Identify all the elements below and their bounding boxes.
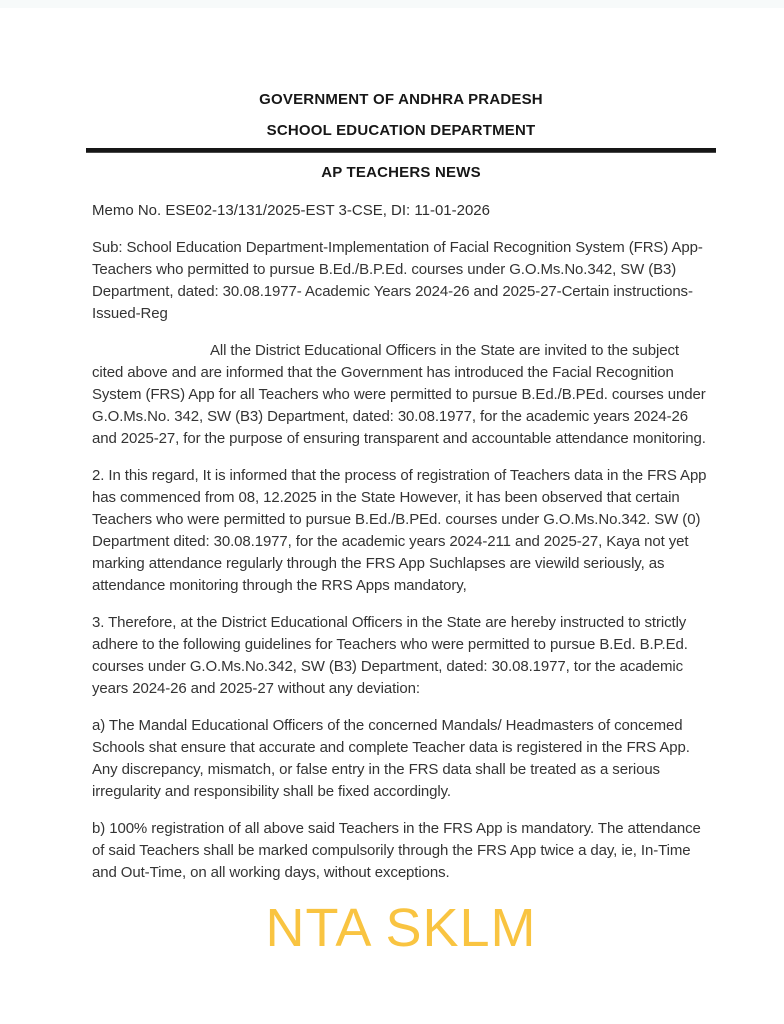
header-divider-rule [86,148,716,153]
memo-number-line: Memo No. ESE02-13/131/2025-EST 3-CSE, DI: 11-01-2026 [92,202,490,219]
paragraph-3: 3. Therefore, at the District Educational Officers in the State are hereby instructed to strictly adhere to the following guidelines for Teachers who were permitted to pursue B.Ed. B.P.Ed. courses under G.O.Ms.No.342, SW (B3) Department, dated: 30.08.1977, tor the academic years 2024-26 and 2025-27 without any deviation: [92,614,688,697]
paragraph-intro: All the District Educational Officers in the State are invited to the subject cited above and are informed that the Government has introduced the Facial Recognition System (FRS) App for all Teachers who were permitted to pursue B.Ed./B.PEd. courses under G.O.Ms.No. 342, SW (B3) Department, dated: 30.08.1977, for the academic years 2024-26 and 2025-27, for the purpose of ensuring transparent and accountable attendance monitoring. [92,342,706,447]
header-department-title: SCHOOL EDUCATION DEPARTMENT [266,122,536,139]
paragraph-b: b) 100% registration of all above said Teachers in the FRS App is mandatory. The attendance of said Teachers shall be marked compulsorily through the FRS App twice a day, ie, In-Time and Out-Time, on all working days, without exceptions. [92,820,701,881]
document-content [92,0,710,958]
header-news-title: AP TEACHERS NEWS [321,164,481,181]
watermark-text: NTA SKLM [265,898,537,958]
paragraph-a: a) The Mandal Educational Officers of the concerned Mandals/ Headmasters of concemed Schools shat ensure that accurate and complete Teacher data is registered in the FRS App. Any discrepancy, mismatch, or false entry in the FRS data shall be treated as a serious irregularity and responsibility shall be fixed accordingly. [92,717,690,800]
header-government-title: GOVERNMENT OF ANDHRA PRADESH [259,91,543,108]
subject-paragraph: Sub: School Education Department-Implementation of Facial Recognition System (FRS) App-Teachers who permitted to pursue B.Ed./B.P.Ed. courses under G.O.Ms.No.342, SW (B3) Department, dated: 30.08.1977- Academic Years 2024-26 and 2025-27-Certain instructions-Issued-Reg [92,239,703,322]
paragraph-2: 2. In this regard, It is informed that the process of registration of Teachers data in the FRS App has commenced from 08, 12.2025 in the State However, it has been observed that certain Teachers who were permitted to pursue B.Ed./B.PEd. courses under G.O.Ms.No.342. SW (0) Department dited: 30.08.1977, for the academic years 2024-211 and 2025-27, Kaya not yet marking attendance regularly through the FRS App Suchlapses are viewild seriously, as attendance monitoring through the RRS Apps mandatory, [92,467,707,594]
